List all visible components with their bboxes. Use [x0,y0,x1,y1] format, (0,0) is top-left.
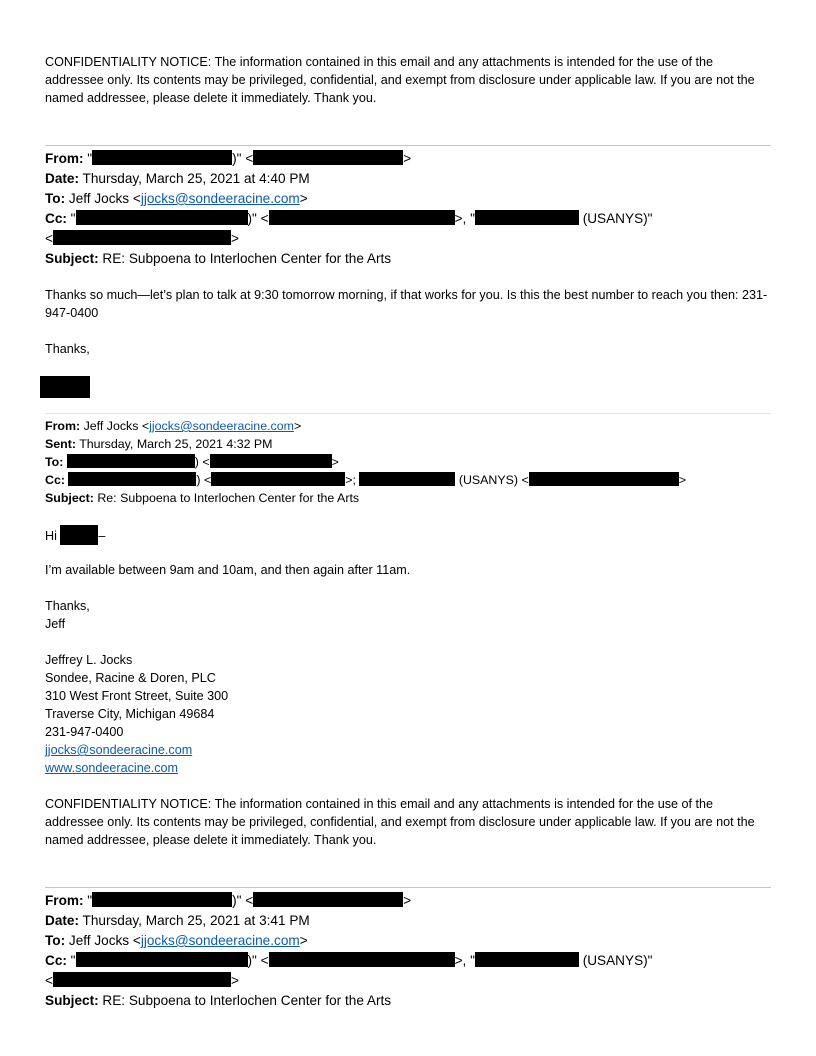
from-name: Jeff Jocks [83,419,139,433]
cc-line: Cc: " )" < >, " (USANYS)" [45,953,653,968]
email1-body: Thanks so much—let’s plan to talk at 9:30 tomorrow morning, if that works for you. Is this the best number to reach you then: 231-947-0400 [45,288,768,320]
email2-body: I’m available between 9am and 10am, and then again after 11am. [45,563,411,577]
cc-label: Cc: [45,953,67,968]
cc-label: Cc: [45,473,65,487]
subject-line [45,249,771,269]
sig-phone: 231-947-0400 [45,725,124,739]
email-header-2 [45,417,771,507]
to-line: To: ) < > [45,455,339,469]
divider [45,887,771,888]
signature-block [45,651,771,777]
sig-street: 310 West Front Street, Suite 300 [45,689,229,703]
redaction [475,952,579,967]
redaction [210,454,332,468]
from-email-link[interactable]: jjocks@sondeeracine.com [149,419,294,433]
from-label: From: [45,419,81,433]
redaction [269,210,455,225]
date-label: Date: [45,913,79,928]
greeting-dash: – [98,529,106,543]
redaction [76,210,248,225]
date-value: Thursday, March 25, 2021 at 4:40 PM [82,171,310,186]
cc-org: (USANYS)" [582,953,653,968]
sig-email-link[interactable]: jjocks@sondeeracine.com [45,743,193,757]
divider [45,145,771,146]
divider [45,413,771,414]
from-line: From: Jeff Jocks <jjocks@sondeeracine.com> [45,419,302,433]
subject-line [45,991,771,1011]
from-line: From: " )" < > [45,151,412,166]
from-line: From: " )" < > [45,893,412,908]
sig-city: Traverse City, Michigan 49684 [45,707,215,721]
subject-label: Subject: [45,993,99,1008]
subject-label: Subject: [45,491,94,505]
cc-line-cont: < > [45,973,239,988]
to-line: To: Jeff Jocks <jjocks@sondeeracine.com> [45,933,308,948]
sent-line [45,435,771,453]
to-label: To: [45,191,66,206]
confidentiality-notice-2: CONFIDENTIALITY NOTICE: The information contained in this email and any attachments is intended for the use of the addressee only. Its contents may be privileged, confidential, and exempt from disclosure under applicable law. If you are not the named addressee, please delete it immediately. Thank you. [45,797,755,847]
redaction [359,472,455,486]
email-header-1 [45,149,771,269]
subject-label: Subject: [45,251,99,266]
subject-value: RE: Subpoena to Interlochen Center for the Arts [102,251,392,266]
date-label: Date: [45,171,79,186]
to-email-link[interactable]: jjocks@sondeeracine.com [140,933,300,948]
to-label: To: [45,455,64,469]
greeting-line [45,525,771,545]
to-name: Jeff Jocks [68,933,130,948]
from-label: From: [45,893,84,908]
sig-firm: Sondee, Racine & Doren, PLC [45,671,216,685]
redaction [92,892,232,907]
confidentiality-notice-top: CONFIDENTIALITY NOTICE: The information contained in this email and any attachments is intended for the use of the addressee only. Its contents may be privileged, confidential, and exempt from disclosure under applicable law. If you are not the named addressee, please delete it immediately. Thank you. [45,55,755,105]
sent-label: Sent: [45,437,76,451]
cc-org: (USANYS) < [458,473,529,487]
cc-line-cont: < > [45,231,239,246]
redaction [475,210,579,225]
to-email-link[interactable]: jjocks@sondeeracine.com [140,191,300,206]
redaction [269,952,455,967]
cc-label: Cc: [45,211,67,226]
redaction [253,150,403,165]
redaction [53,972,231,987]
to-label: To: [45,933,66,948]
redaction [76,952,248,967]
sig-name: Jeffrey L. Jocks [45,653,133,667]
subject-value: RE: Subpoena to Interlochen Center for the Arts [102,993,392,1008]
subject-value: Re: Subpoena to Interlochen Center for the Arts [97,491,360,505]
cc-line: Cc: " )" < >, " (USANYS)" [45,211,653,226]
redaction [67,454,195,468]
date-line [45,169,771,189]
signature-redaction [40,376,90,398]
email-header-3 [45,891,771,1011]
email1-closing: Thanks, [45,342,90,356]
redaction [68,472,196,486]
closing-thanks: Thanks, [45,599,90,613]
email2-closing [45,597,771,633]
closing-name: Jeff [45,617,66,631]
from-label: From: [45,151,84,166]
sig-website-link[interactable]: www.sondeeracine.com [45,761,178,775]
redaction [60,525,98,545]
redaction [92,150,232,165]
redaction [253,892,403,907]
date-line [45,911,771,931]
cc-org: (USANYS)" [582,211,653,226]
to-line: To: Jeff Jocks <jjocks@sondeeracine.com> [45,191,308,206]
sent-value: Thursday, March 25, 2021 4:32 PM [79,437,273,451]
cc-line: Cc: ) < >; (USANYS) < > [45,473,686,487]
redaction [211,472,345,486]
greeting: Hi [45,529,57,543]
subject-line [45,489,771,507]
to-name: Jeff Jocks [68,191,130,206]
redaction [529,472,679,486]
redaction [53,230,231,245]
date-value: Thursday, March 25, 2021 at 3:41 PM [82,913,310,928]
